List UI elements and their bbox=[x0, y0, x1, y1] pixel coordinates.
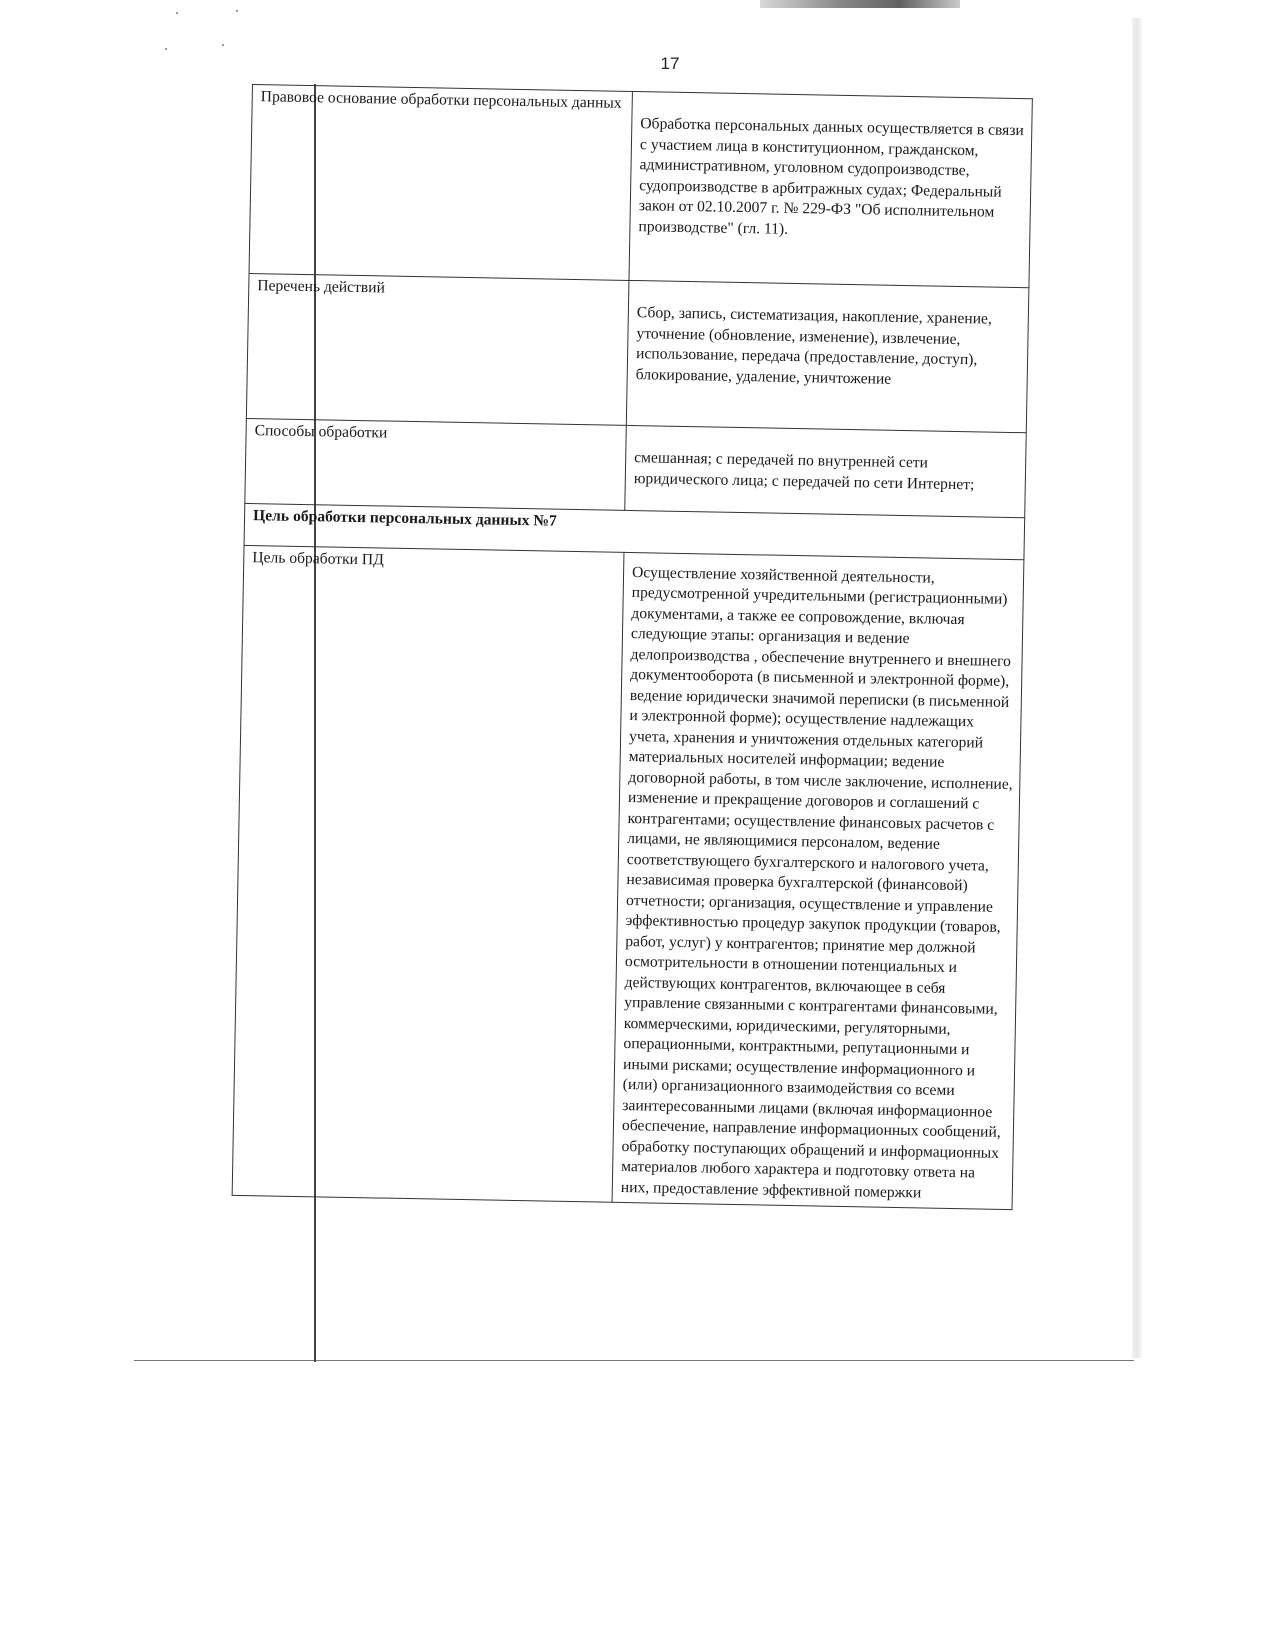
scan-speck bbox=[165, 48, 167, 50]
document-table-wrapper bbox=[232, 84, 1042, 1210]
actions-list-label: Перечень действий bbox=[246, 273, 629, 425]
table-row-actions-list bbox=[246, 273, 1029, 432]
section-title: Цель обработки персональных данных №7 bbox=[244, 503, 1025, 559]
scan-artifact-right-edge bbox=[1132, 18, 1142, 1358]
processing-methods-label: Способы обработки bbox=[245, 418, 626, 510]
legal-basis-value: Обработка персональных данных осуществляется в связи с участием лица в конституционном, гражданском, административном, уголовном судопроизводстве, судопроизводстве в арбитражных судах; Федеральный закон от 02.10.2007 г. № 229-ФЗ "Об исполнительном производстве" (гл. 11). bbox=[629, 91, 1032, 287]
scan-artifact-bottom-line bbox=[134, 1360, 1134, 1361]
scan-artifact-top bbox=[760, 0, 960, 8]
table-row-legal-basis bbox=[249, 85, 1032, 288]
table-row-purpose bbox=[232, 545, 1024, 1210]
scan-speck bbox=[176, 12, 178, 14]
processing-methods-value: смешанная; с передачей по внутренней сети юридического лица; с передачей по сети Интернет; bbox=[625, 425, 1026, 517]
purpose-value: Осуществление хозяйственной деятельности, предусмотренной учредительными (регистрационными) документами, а также ее сопровождение, включая следующие этапы: организация и ведение делопроизводства , обеспечение внутреннего и внешнего документооборота (в письменной и электронной форме), ведение юридически значимой переписки (в письменной и электронной форме); осуществление надлежащих учета, хранения и уничтожения отдельных категорий материальных носителей информации; ведение договорной работы, в том числе заключение, исполнение, изменение и прекращение договоров и соглашений с контрагентами; осуществление финансовых расчетов с лицами, не являющимися персоналом, ведение соответствующего бухгалтерского и налогового учета, независимая проверка бухгалтерской (финансовой) отчетности; организация, осуществление и управление эффективностью процедур закупок продукции (товаров, работ, услуг) у контрагентов; принятие мер должной осмотрительности в отношении потенциальных и действующих контрагентов, включающее в себя управление связанными с контрагентами финансовыми, коммерческими, юридическими, регуляторными, операционными, контрактными, репутационными и иными рисками; осуществление информационного и (или) организационного взаимодействия со всеми заинтересованными лицами (включая информационное обеспечение, направление информационных сообщений, обработку поступающих обращений и информационных материалов любого характера и подготовку ответа на них, предоставление эффективной помержки bbox=[612, 552, 1024, 1210]
scan-speck bbox=[222, 44, 224, 46]
table-row-processing-methods bbox=[245, 418, 1026, 517]
legal-basis-label: Правовое основание обработки персональных данных bbox=[249, 85, 632, 281]
scan-speck bbox=[236, 10, 238, 12]
personal-data-table bbox=[232, 84, 1033, 1210]
page-number: 17 bbox=[660, 54, 680, 73]
purpose-label: Цель обработки ПД bbox=[232, 545, 624, 1202]
actions-list-value: Сбор, запись, систематизация, накопление, хранение, уточнение (обновление, изменение), извлечение, использование, передача (предоставление, доступ), блокирование, удаление, уничтожение bbox=[626, 280, 1029, 432]
